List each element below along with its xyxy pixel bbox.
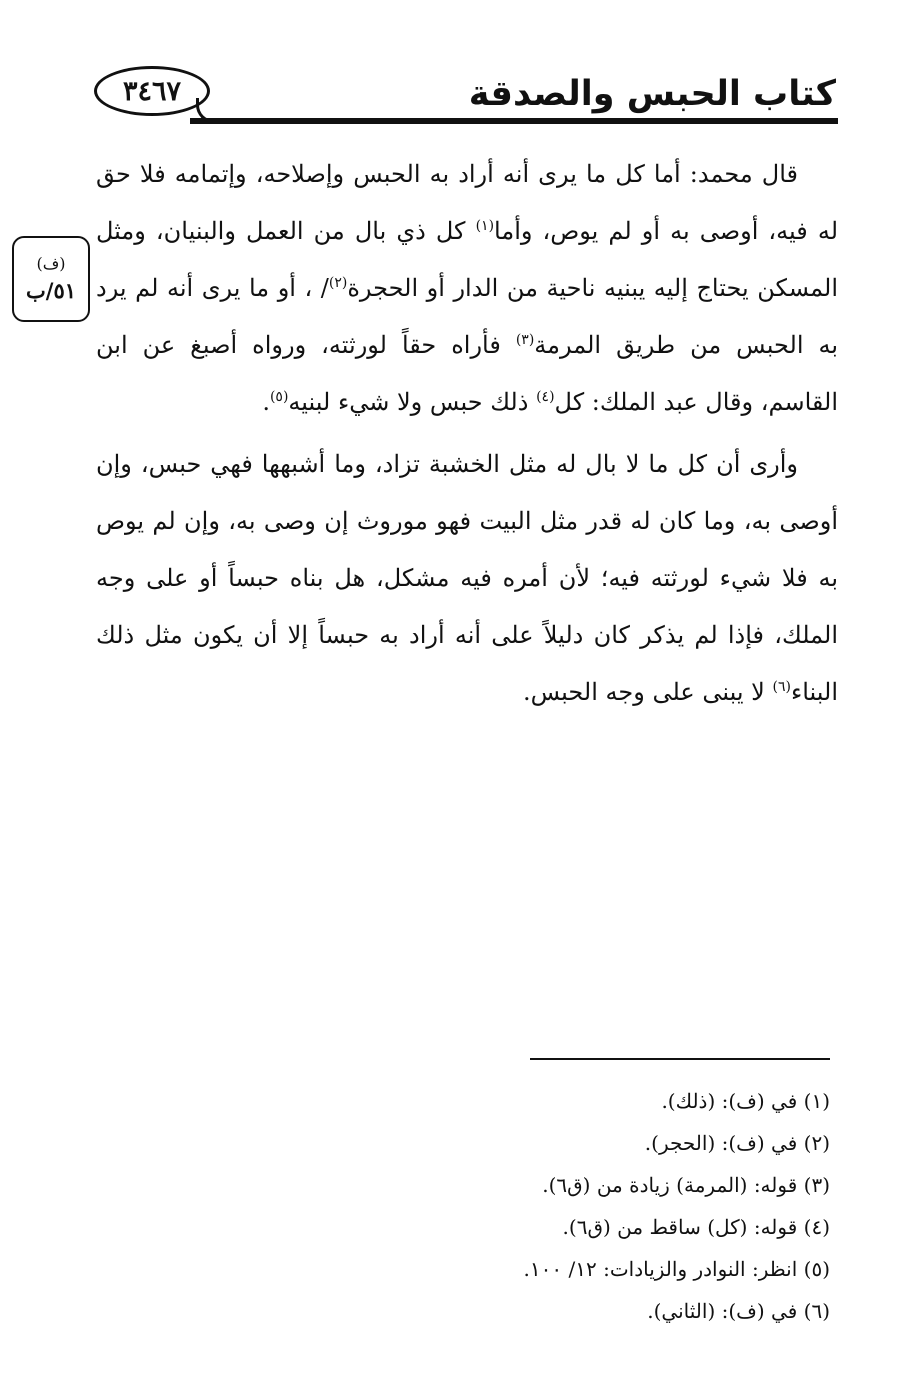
footnote-6: (٦) في (ف): (الثاني). <box>647 1299 830 1323</box>
margin-note-folio: ٥١/ب <box>26 278 77 303</box>
text-segment: لا يبنى على وجه الحبس. <box>522 678 773 706</box>
footnote-separator <box>530 1058 830 1060</box>
footnote-ref-4: (٤) <box>536 389 555 405</box>
footnote-ref-3: (٣) <box>515 332 535 348</box>
text-segment: / ، أو ما يرى أنه لم يرد به الحبس من طريق المرمة <box>96 274 838 359</box>
text-segment: قال محمد: أما كل ما يرى أنه أراد به الحبس وإصلاحه، وإتمامه فلا حق له فيه، أوصى به أو لم يوص، وأما <box>96 160 839 245</box>
footnote-2: (٢) في (ف): (الحجر). <box>644 1131 830 1155</box>
footnote-3: (٣) قوله: (المرمة) زيادة من (ق٦). <box>542 1173 830 1197</box>
footnotes <box>310 1080 830 1332</box>
book-title: كتاب الحبس والصدقة <box>468 74 836 114</box>
text-segment: فأراه حقاً لورثته، ورواه أصبغ عن ابن القاسم، وقال عبد الملك: كل <box>96 331 838 416</box>
footnote-5: (٥) انظر: النوادر والزيادات: ١٢/ ١٠٠. <box>523 1257 830 1281</box>
footnote-ref-6: (٦) <box>772 679 791 695</box>
footnote-ref-1: (١) <box>475 218 495 234</box>
margin-note-source: (ف) <box>36 254 66 273</box>
header-rule <box>190 118 838 124</box>
paragraph-2 <box>96 436 838 721</box>
page-number: ٣٤٦٧ <box>94 66 210 116</box>
main-text <box>96 146 838 726</box>
footnote-ref-2: (٢) <box>328 275 348 291</box>
text-segment: ذلك حبس ولا شيء لبنيه <box>288 388 537 416</box>
footnote-4: (٤) قوله: (كل) ساقط من (ق٦). <box>562 1215 830 1239</box>
footnote-ref-5: (٥) <box>269 389 289 405</box>
text-segment: كل ذي بال من العمل والبنيان، ومثل المسكن يحتاج إليه يبنيه ناحية من الدار أو الحجرة <box>96 217 838 302</box>
paragraph-1 <box>96 146 838 431</box>
footnote-1: (١) في (ف): (ذلك). <box>661 1089 830 1113</box>
text-segment: . <box>262 388 270 416</box>
manuscript-margin-note <box>12 236 90 322</box>
text-segment: وأرى أن كل ما لا بال له مثل الخشبة تزاد، وما أشبهها فهي حبس، وإن أوصى به، وما كان له قدر مثل البيت فهو موروث إن وصى به، وإن لم يوص به فلا شيء لورثته فيه؛ لأن أمره فيه مشكل، هل بناه حبساً أو على وجه الملك، فإذا لم يذكر كان دليلاً على أنه أراد به حبساً إلا أن يكون مثل ذلك البناء <box>96 450 838 706</box>
